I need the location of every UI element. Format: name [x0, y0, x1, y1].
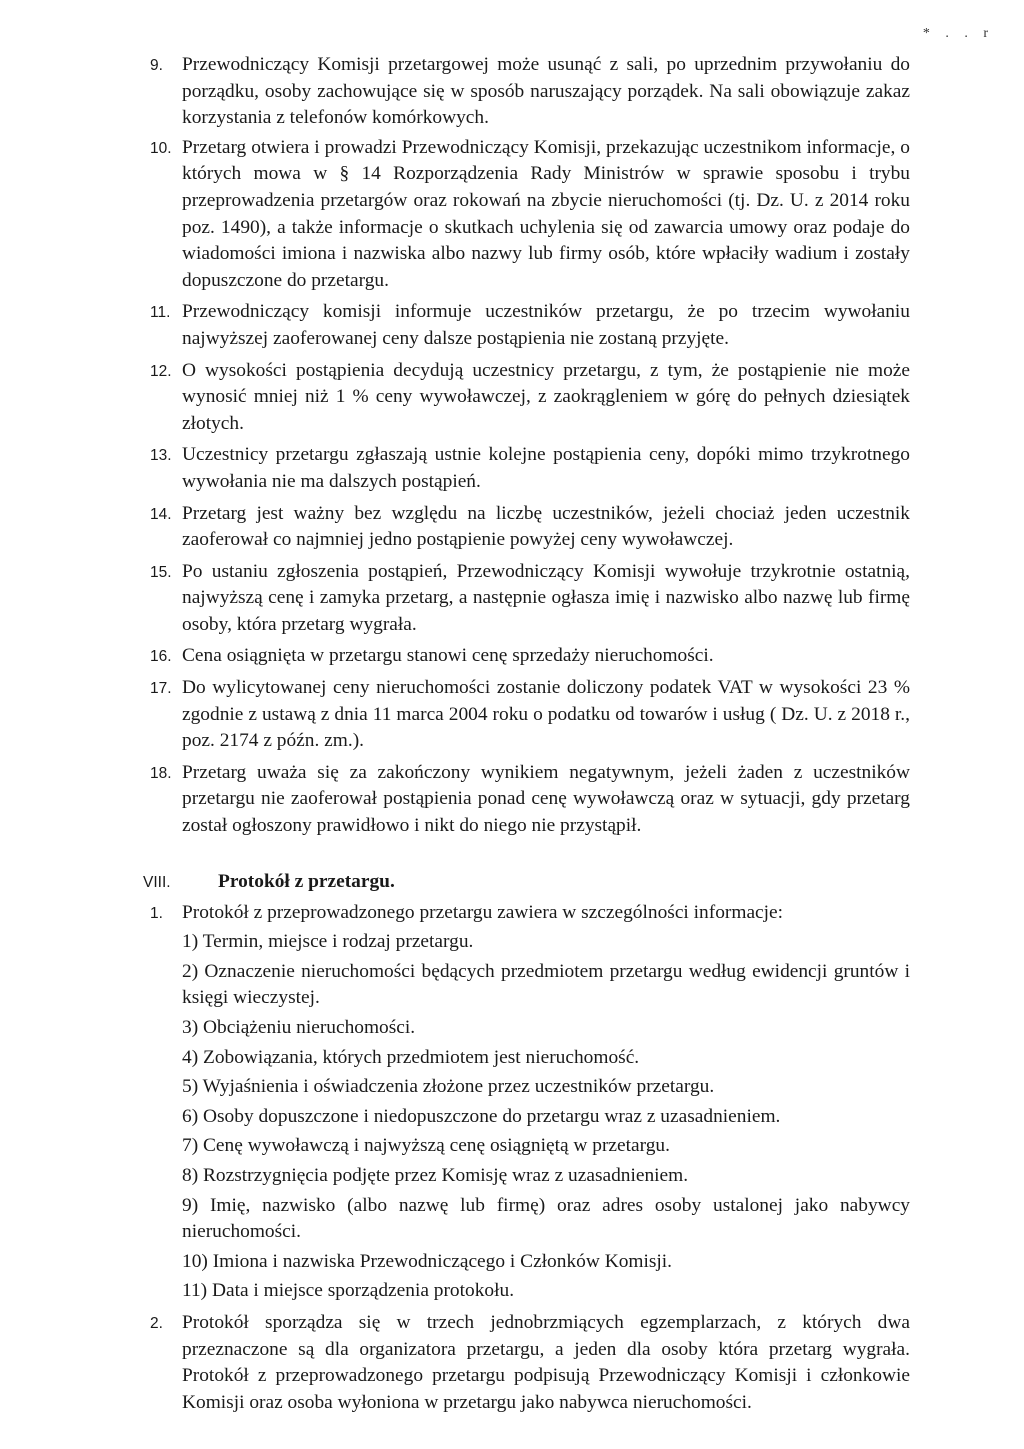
section-item-1	[150, 900, 910, 1305]
list-item-18	[150, 760, 910, 840]
list-item-16	[150, 643, 910, 670]
list-item-11	[150, 299, 910, 352]
item-text: Uczestnicy przetargu zgłaszają ustnie kolejne postąpienia ceny, dopóki mimo trzykrotnego wywołania nie ma dalszych postąpień.	[182, 444, 910, 492]
corner-mark: * . . r	[922, 26, 994, 41]
list-item-10	[150, 135, 910, 295]
item-text: Do wylicytowanej ceny nieruchomości zostanie doliczony podatek VAT w wysokości 23 % zgodnie z ustawą z dnia 11 marca 2004 roku o podatku od towarów i usług ( Dz. U. z 2018 r., poz. 2174 z późn. zm.).	[182, 677, 910, 752]
list-item-13	[150, 442, 910, 495]
item-number: 9.	[150, 57, 163, 74]
sub-list-item: 3) Obciążeniu nieruchomości.	[182, 1017, 416, 1038]
section-item-2	[150, 1310, 910, 1416]
list-item-12	[150, 358, 910, 438]
list-item-17	[150, 675, 910, 755]
sub-list-item: 1) Termin, miejsce i rodzaj przetargu.	[182, 931, 474, 953]
item-text: Protokół z przeprowadzonego przetargu zawiera w szczególności informacje:	[182, 901, 784, 923]
item-text: Cena osiągnięta w przetargu stanowi cenę sprzedaży nieruchomości.	[182, 645, 714, 667]
item-text: Protokół sporządza się w trzech jednobrzmiących egzemplarzach, z których dwa przeznaczone są dla organizatora przetargu, a jeden dla osoby która przetarg wygrała. Protokół z przeprowadzonego przetargu podpisują Przewodniczący Komisji i członkowie Komisji oraz osoba wyłoniona w przetargu jako nabywca nieruchomości.	[182, 1311, 910, 1413]
section-heading	[143, 868, 910, 895]
item-number: 10.	[150, 139, 172, 157]
item-number: 12.	[150, 362, 172, 380]
item-number: 13.	[150, 447, 172, 465]
list-item-15	[150, 559, 910, 639]
item-number: 14.	[150, 505, 172, 523]
sub-list-item: 4) Zobowiązania, których przedmiotem jest nieruchomość.	[182, 1046, 640, 1068]
item-text: Przewodniczący komisji informuje uczestników przetargu, że po trzecim wywołaniu najwyższej zaoferowanej ceny dalsze postąpienia nie zostaną przyjęte.	[182, 301, 910, 349]
list-item-9	[150, 52, 910, 132]
section-number: VIII.	[143, 873, 171, 891]
item-number: 17.	[150, 680, 172, 698]
item-number: 15.	[150, 563, 172, 581]
item-number: 16.	[150, 648, 172, 666]
item-number: 11.	[150, 304, 171, 322]
sub-list-item: 9) Imię, nazwisko (albo nazwę lub firmę) oraz adres osoby ustalonej jako nabywcy nieruchomości.	[182, 1194, 910, 1243]
list-item-14	[150, 501, 910, 554]
item-text: Przetarg uważa się za zakończony wynikiem negatywnym, jeżeli żaden z uczestników przetargu nie zaoferował postąpienia ponad cenę wywoławczą oraz w sytuacji, gdy przetarg został ogłoszony prawidłowo i nikt do niego nie przystąpił.	[182, 761, 910, 837]
document-body	[143, 52, 910, 1416]
sub-list-item: 8) Rozstrzygnięcia podjęte przez Komisję wraz z uzasadnieniem.	[182, 1164, 689, 1186]
item-text: O wysokości postąpienia decydują uczestnicy przetargu, z tym, że postąpienie nie może wynosić mniej niż 1 % ceny wywoławczej, z zaokrągleniem w górę do pełnych dziesiątek złotych.	[182, 359, 910, 434]
sub-list-item: 2) Oznaczenie nieruchomości będących przedmiotem przetargu według ewidencji gruntów i księgi wieczystej.	[182, 960, 910, 1009]
sub-list-item: 11) Data i miejsce sporządzenia protokołu.	[182, 1280, 515, 1302]
item-text: Po ustaniu zgłoszenia postąpień, Przewodniczący Komisji wywołuje trzykrotnie ostatnią, najwyższą cenę i zamyka przetarg, a następnie ogłasza imię i nazwisko albo nazwę lub firmę osoby, która przetarg wygrała.	[182, 560, 910, 635]
sub-list-item: 10) Imiona i nazwiska Przewodniczącego i Członków Komisji.	[182, 1250, 673, 1272]
item-text: Przewodniczący Komisji przetargowej może usunąć z sali, po uprzednim przywołaniu do porządku, osoby zachowujące się w sposób naruszający porządek. Na sali obowiązuje zakaz korzystania z telefonów komórkowych.	[182, 54, 910, 129]
item-number: 18.	[150, 764, 172, 782]
sub-list	[182, 929, 910, 1305]
section-title: Protokół z przetargu.	[218, 870, 395, 892]
item-text: Przetarg jest ważny bez względu na liczbę uczestników, jeżeli chociaż jeden uczestnik zaoferował co najmniej jedno postąpienie powyżej ceny wywoławczej.	[182, 502, 910, 551]
sub-list-item: 6) Osoby dopuszczone i niedopuszczone do przetargu wraz z uzasadnieniem.	[182, 1105, 781, 1127]
item-text: Przetarg otwiera i prowadzi Przewodniczący Komisji, przekazując uczestnikom informacje, o których mowa w § 14 Rozporządzenia Rady Ministrów w sprawie sposobu i trybu przeprowadzenia przetargów oraz rokowań na zbycie nieruchomości (tj. Dz. U. z 2014 roku poz. 1490), a także informacje o skutkach uchylenia się od zawarcia umowy oraz podaje do wiadomości imiona i nazwiska albo nazwy lub firmy osób, które wpłaciły wadium i zostały dopuszczone do przetargu.	[182, 136, 910, 291]
sub-list-item: 7) Cenę wywoławczą i najwyższą cenę osiągniętą w przetargu.	[182, 1135, 670, 1157]
item-number: 2.	[150, 1314, 163, 1332]
sub-list-item: 5) Wyjaśnienia i oświadczenia złożone przez uczestników przetargu.	[182, 1076, 715, 1098]
item-number: 1.	[150, 904, 163, 922]
